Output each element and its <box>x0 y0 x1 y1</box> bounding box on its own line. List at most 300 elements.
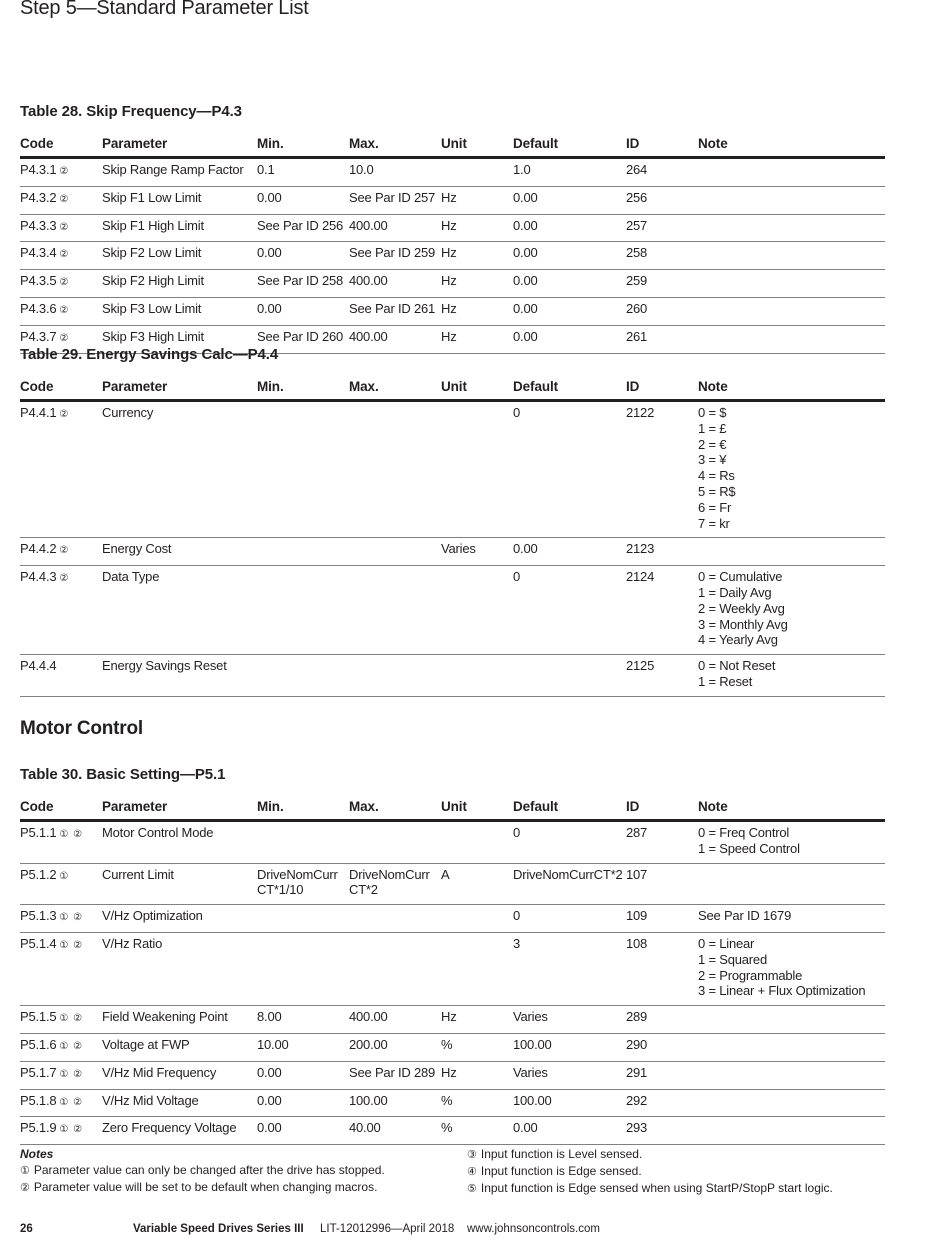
cell-note <box>698 1089 885 1117</box>
id-text: 287 <box>626 825 648 840</box>
cell-min <box>257 1061 349 1089</box>
max-text: 200.00 <box>349 1036 388 1052</box>
cell-unit <box>441 401 513 538</box>
note-text: See Par ID 1679 <box>698 908 792 924</box>
cell-code <box>20 401 102 538</box>
cell-max <box>349 655 441 697</box>
footnote-marks: ① ② <box>59 1040 84 1052</box>
param-text: Field Weakening Point <box>102 1009 228 1025</box>
cell-default <box>513 242 626 270</box>
cell-id <box>626 1117 698 1145</box>
default-text: DriveNomCurrCT*2 <box>513 866 623 882</box>
id-text: 107 <box>626 866 648 882</box>
cell-max <box>349 821 441 864</box>
column-header: Min. <box>257 799 349 821</box>
cell-max <box>349 1033 441 1061</box>
cell-default <box>513 297 626 325</box>
note-text: 0 = Cumulative 1 = Daily Avg 2 = Weekly Avg 3 = Monthly Avg 4 = Yearly Avg <box>698 569 788 648</box>
cell-unit <box>441 1117 513 1145</box>
cell-param <box>102 214 257 242</box>
cell-max <box>349 158 441 187</box>
unit-text: % <box>441 1036 453 1052</box>
max-text: 400.00 <box>349 217 388 233</box>
note-text: 0 = Not Reset 1 = Reset <box>698 658 776 689</box>
param-text: Skip F2 Low Limit <box>102 245 202 261</box>
column-header: Unit <box>441 799 513 821</box>
cell-note <box>698 270 885 298</box>
parameter-table <box>20 799 885 1145</box>
footnote-marks: ② <box>59 304 70 316</box>
cell-param <box>102 905 257 933</box>
cell-max <box>349 566 441 655</box>
cell-note <box>698 186 885 214</box>
code-text: P4.4.2 <box>20 541 57 557</box>
cell-note <box>698 1117 885 1145</box>
column-header: ID <box>626 799 698 821</box>
footnote-marker: ⑤ <box>467 1183 477 1195</box>
cell-param <box>102 863 257 905</box>
code-text: P4.3.3 <box>20 217 57 233</box>
cell-unit <box>441 821 513 864</box>
max-text: 400.00 <box>349 273 388 289</box>
unit-text: Hz <box>441 328 457 344</box>
cell-code <box>20 1061 102 1089</box>
table-energy-savings <box>20 346 885 697</box>
cell-max <box>349 932 441 1005</box>
default-text: Varies <box>513 1064 548 1080</box>
param-text: Skip F3 High Limit <box>102 328 204 344</box>
column-header: Parameter <box>102 136 257 158</box>
page-number: 26 <box>20 1223 33 1235</box>
table-row <box>20 1033 885 1061</box>
table-header-row <box>20 799 885 821</box>
id-text: 260 <box>626 300 648 316</box>
cell-default <box>513 821 626 864</box>
unit-text: Hz <box>441 273 457 289</box>
param-text: Skip F2 High Limit <box>102 273 204 289</box>
cell-min <box>257 158 349 187</box>
footnote-text: Input function is Edge sensed when using StartP/StopP start logic. <box>480 1181 833 1195</box>
cell-param <box>102 1033 257 1061</box>
column-header: Min. <box>257 136 349 158</box>
table-row <box>20 905 885 933</box>
page-header: Step 5—Standard Parameter List <box>20 0 309 19</box>
id-text: 257 <box>626 217 648 233</box>
param-text: Energy Cost <box>102 541 172 557</box>
footnote-marks: ② <box>59 545 70 557</box>
max-text: DriveNomCurr CT*2 <box>349 866 430 898</box>
code-text: P5.1.5 <box>20 1009 57 1025</box>
default-text: 0.00 <box>513 541 538 557</box>
cell-id <box>626 297 698 325</box>
footnote-marks: ① ② <box>59 1068 84 1080</box>
footnote-marks: ② <box>59 277 70 289</box>
column-header: Default <box>513 799 626 821</box>
cell-min <box>257 1117 349 1145</box>
cell-min <box>257 905 349 933</box>
unit-text: Hz <box>441 245 457 261</box>
cell-default <box>513 1089 626 1117</box>
notes-title: Notes <box>20 1147 54 1161</box>
cell-code <box>20 158 102 187</box>
cell-unit <box>441 905 513 933</box>
column-header: Note <box>698 799 885 821</box>
code-text: P4.3.2 <box>20 189 57 205</box>
id-text: 258 <box>626 245 648 261</box>
cell-param <box>102 1089 257 1117</box>
cell-unit <box>441 1061 513 1089</box>
param-text: V/Hz Optimization <box>102 908 203 924</box>
id-text: 290 <box>626 1036 648 1052</box>
cell-id <box>626 270 698 298</box>
column-header: ID <box>626 379 698 401</box>
code-text: P5.1.2 <box>20 866 57 882</box>
min-text: DriveNomCurr CT*1/10 <box>257 866 338 898</box>
table-title: Table 29. Energy Savings Calc—P4.4 <box>20 346 279 363</box>
default-text: 0 <box>513 569 521 585</box>
cell-min <box>257 566 349 655</box>
column-header: Unit <box>441 379 513 401</box>
id-text: 291 <box>626 1064 648 1080</box>
section-heading-motor-control: Motor Control <box>20 718 143 739</box>
cell-unit <box>441 186 513 214</box>
cell-code <box>20 270 102 298</box>
cell-note <box>698 1061 885 1089</box>
footnote-marks: ② <box>59 193 70 205</box>
column-header: Default <box>513 379 626 401</box>
table-row <box>20 538 885 566</box>
note-text: 0 = Linear 1 = Squared 2 = Programmable 3 = Linear + Flux Optimization <box>698 935 866 999</box>
cell-id <box>626 214 698 242</box>
footnote-marker: ② <box>20 1182 30 1194</box>
cell-param <box>102 401 257 538</box>
param-text: Data Type <box>102 569 160 585</box>
footnote-marker: ① <box>20 1165 30 1177</box>
cell-id <box>626 401 698 538</box>
code-text: P4.4.1 <box>20 405 57 420</box>
cell-min <box>257 863 349 905</box>
cell-default <box>513 401 626 538</box>
cell-id <box>626 932 698 1005</box>
footnote-marks: ① ② <box>59 912 84 924</box>
table-row <box>20 270 885 298</box>
footnote <box>467 1146 897 1163</box>
id-text: 256 <box>626 189 648 205</box>
table-row <box>20 401 885 538</box>
footnote-marks: ② <box>59 221 70 233</box>
table-row <box>20 1006 885 1034</box>
footnote-marks: ② <box>59 332 70 344</box>
default-text: 0.00 <box>513 245 538 261</box>
footnote-marks: ② <box>59 409 70 420</box>
table-title: Table 30. Basic Setting—P5.1 <box>20 766 226 783</box>
cell-id <box>626 1033 698 1061</box>
cell-min <box>257 186 349 214</box>
footnote-marker: ③ <box>467 1149 477 1161</box>
cell-min <box>257 242 349 270</box>
cell-max <box>349 1006 441 1034</box>
cell-default <box>513 932 626 1005</box>
max-text: See Par ID 257 <box>349 189 436 205</box>
default-text: 0.00 <box>513 1120 538 1136</box>
default-text: Varies <box>513 1009 548 1025</box>
min-text: 0.00 <box>257 189 282 205</box>
footnote-marker: ④ <box>467 1166 477 1178</box>
id-text: 2124 <box>626 569 655 585</box>
cell-min <box>257 1033 349 1061</box>
code-text: P5.1.7 <box>20 1064 57 1080</box>
cell-note <box>698 863 885 905</box>
cell-default <box>513 538 626 566</box>
footnote-marks: ① ② <box>59 1013 84 1025</box>
cell-default <box>513 905 626 933</box>
default-text: 100.00 <box>513 1036 552 1052</box>
code-text: P4.3.5 <box>20 273 57 289</box>
max-text: See Par ID 261 <box>349 300 436 316</box>
default-text: 0 <box>513 908 521 924</box>
cell-min <box>257 214 349 242</box>
cell-note <box>698 932 885 1005</box>
cell-default <box>513 270 626 298</box>
cell-default <box>513 186 626 214</box>
cell-default <box>513 158 626 187</box>
code-text: P5.1.6 <box>20 1036 57 1052</box>
footnote-marks: ② <box>59 249 70 261</box>
table-row <box>20 863 885 905</box>
cell-note <box>698 1006 885 1034</box>
param-text: Energy Savings Reset <box>102 658 227 674</box>
cell-note <box>698 401 885 538</box>
table-row <box>20 566 885 655</box>
footnote <box>20 1179 450 1196</box>
table-row <box>20 1117 885 1145</box>
max-text: 100.00 <box>349 1092 388 1108</box>
cell-unit <box>441 863 513 905</box>
cell-id <box>626 1006 698 1034</box>
cell-unit <box>441 270 513 298</box>
unit-text: Hz <box>441 1009 457 1025</box>
param-text: Skip Range Ramp Factor <box>102 162 244 177</box>
cell-note <box>698 538 885 566</box>
cell-min <box>257 1089 349 1117</box>
cell-note <box>698 1033 885 1061</box>
table-row <box>20 655 885 697</box>
min-text: 0.00 <box>257 300 282 316</box>
default-text: 0.00 <box>513 217 538 233</box>
min-text: See Par ID 260 <box>257 328 344 344</box>
id-text: 289 <box>626 1009 648 1025</box>
cell-param <box>102 1061 257 1089</box>
cell-unit <box>441 538 513 566</box>
id-text: 264 <box>626 162 648 177</box>
footnote-marks: ① ② <box>59 1124 84 1136</box>
column-header: Code <box>20 379 102 401</box>
cell-min <box>257 401 349 538</box>
max-text: 10.0 <box>349 162 374 177</box>
column-header: Parameter <box>102 799 257 821</box>
footnote <box>20 1162 450 1179</box>
param-text: Current Limit <box>102 866 174 882</box>
code-text: P5.1.9 <box>20 1120 57 1136</box>
code-text: P4.3.7 <box>20 328 57 344</box>
cell-id <box>626 905 698 933</box>
cell-param <box>102 566 257 655</box>
code-text: P5.1.4 <box>20 935 57 951</box>
footnote-marks: ① ② <box>59 1096 84 1108</box>
table-row <box>20 1089 885 1117</box>
id-text: 293 <box>626 1120 648 1136</box>
footnote-text: Input function is Edge sensed. <box>480 1164 642 1178</box>
cell-default <box>513 214 626 242</box>
cell-param <box>102 655 257 697</box>
cell-param <box>102 158 257 187</box>
table-skip-frequency <box>20 103 885 354</box>
column-header: Parameter <box>102 379 257 401</box>
cell-max <box>349 1089 441 1117</box>
cell-param <box>102 242 257 270</box>
cell-min <box>257 1006 349 1034</box>
code-text: P4.4.4 <box>20 658 57 674</box>
cell-min <box>257 538 349 566</box>
cell-unit <box>441 214 513 242</box>
cell-code <box>20 1033 102 1061</box>
param-text: Zero Frequency Voltage <box>102 1120 237 1136</box>
min-text: 0.00 <box>257 1064 282 1080</box>
footnote-text: Parameter value can only be changed after the drive has stopped. <box>33 1163 385 1177</box>
column-header: Code <box>20 136 102 158</box>
cell-param <box>102 1006 257 1034</box>
table-header-row <box>20 136 885 158</box>
cell-param <box>102 1117 257 1145</box>
cell-code <box>20 214 102 242</box>
default-text: 0.00 <box>513 189 538 205</box>
cell-code <box>20 1006 102 1034</box>
cell-unit <box>441 566 513 655</box>
code-text: P5.1.1 <box>20 825 57 840</box>
column-header: Max. <box>349 136 441 158</box>
parameter-table <box>20 379 885 697</box>
code-text: P4.3.6 <box>20 300 57 316</box>
cell-default <box>513 1117 626 1145</box>
column-header: Max. <box>349 379 441 401</box>
max-text: See Par ID 259 <box>349 245 436 261</box>
default-text: 0.00 <box>513 300 538 316</box>
cell-default <box>513 655 626 697</box>
code-text: P5.1.8 <box>20 1092 57 1108</box>
param-text: Currency <box>102 405 154 420</box>
default-text: 100.00 <box>513 1092 552 1108</box>
cell-unit <box>441 297 513 325</box>
min-text: See Par ID 256 <box>257 217 344 233</box>
cell-unit <box>441 1089 513 1117</box>
footnote <box>467 1180 897 1197</box>
cell-code <box>20 905 102 933</box>
parameter-table <box>20 136 885 354</box>
cell-code <box>20 242 102 270</box>
unit-text: % <box>441 1120 453 1136</box>
column-header: Default <box>513 136 626 158</box>
cell-param <box>102 297 257 325</box>
max-text: See Par ID 289 <box>349 1064 436 1080</box>
min-text: 0.00 <box>257 245 282 261</box>
param-text: Voltage at FWP <box>102 1036 190 1052</box>
cell-id <box>626 863 698 905</box>
cell-unit <box>441 1006 513 1034</box>
footer-lit-number: LIT-12012996—April 2018 <box>320 1223 455 1235</box>
cell-max <box>349 214 441 242</box>
cell-code <box>20 1117 102 1145</box>
table-row <box>20 158 885 187</box>
footnote-text: Input function is Level sensed. <box>480 1147 643 1161</box>
cell-unit <box>441 655 513 697</box>
param-text: Skip F3 Low Limit <box>102 300 202 316</box>
cell-id <box>626 566 698 655</box>
cell-code <box>20 821 102 864</box>
footnote-marks: ① <box>59 870 70 882</box>
unit-text: Hz <box>441 300 457 316</box>
cell-id <box>626 1061 698 1089</box>
cell-default <box>513 1006 626 1034</box>
footer-series: Variable Speed Drives Series III <box>133 1223 304 1235</box>
cell-max <box>349 297 441 325</box>
cell-default <box>513 1033 626 1061</box>
footnote <box>467 1163 897 1180</box>
default-text: 0 <box>513 405 521 420</box>
cell-default <box>513 863 626 905</box>
default-text: 0.00 <box>513 328 538 344</box>
cell-max <box>349 401 441 538</box>
cell-default <box>513 566 626 655</box>
footnote-marks: ② <box>59 166 70 177</box>
min-text: 0.00 <box>257 1092 282 1108</box>
min-text: 8.00 <box>257 1009 282 1025</box>
cell-note <box>698 214 885 242</box>
min-text: 0.00 <box>257 1120 282 1136</box>
cell-min <box>257 821 349 864</box>
param-text: Skip F1 High Limit <box>102 217 204 233</box>
cell-unit <box>441 158 513 187</box>
param-text: Motor Control Mode <box>102 825 214 840</box>
id-text: 108 <box>626 935 648 951</box>
table-header-row <box>20 379 885 401</box>
cell-param <box>102 270 257 298</box>
cell-note <box>698 297 885 325</box>
column-header: Note <box>698 379 885 401</box>
cell-unit <box>441 242 513 270</box>
cell-note <box>698 905 885 933</box>
cell-id <box>626 186 698 214</box>
table-row <box>20 297 885 325</box>
cell-max <box>349 1061 441 1089</box>
id-text: 261 <box>626 328 648 344</box>
unit-text: % <box>441 1092 453 1108</box>
cell-code <box>20 297 102 325</box>
cell-note <box>698 242 885 270</box>
id-text: 292 <box>626 1092 648 1108</box>
max-text: 40.00 <box>349 1120 381 1136</box>
min-text: 0.1 <box>257 162 275 177</box>
param-text: Skip F1 Low Limit <box>102 189 202 205</box>
id-text: 2122 <box>626 405 655 420</box>
table-row <box>20 932 885 1005</box>
column-header: Unit <box>441 136 513 158</box>
id-text: 2123 <box>626 541 655 557</box>
cell-param <box>102 821 257 864</box>
cell-code <box>20 186 102 214</box>
cell-param <box>102 538 257 566</box>
min-text: See Par ID 258 <box>257 273 344 289</box>
cell-id <box>626 242 698 270</box>
